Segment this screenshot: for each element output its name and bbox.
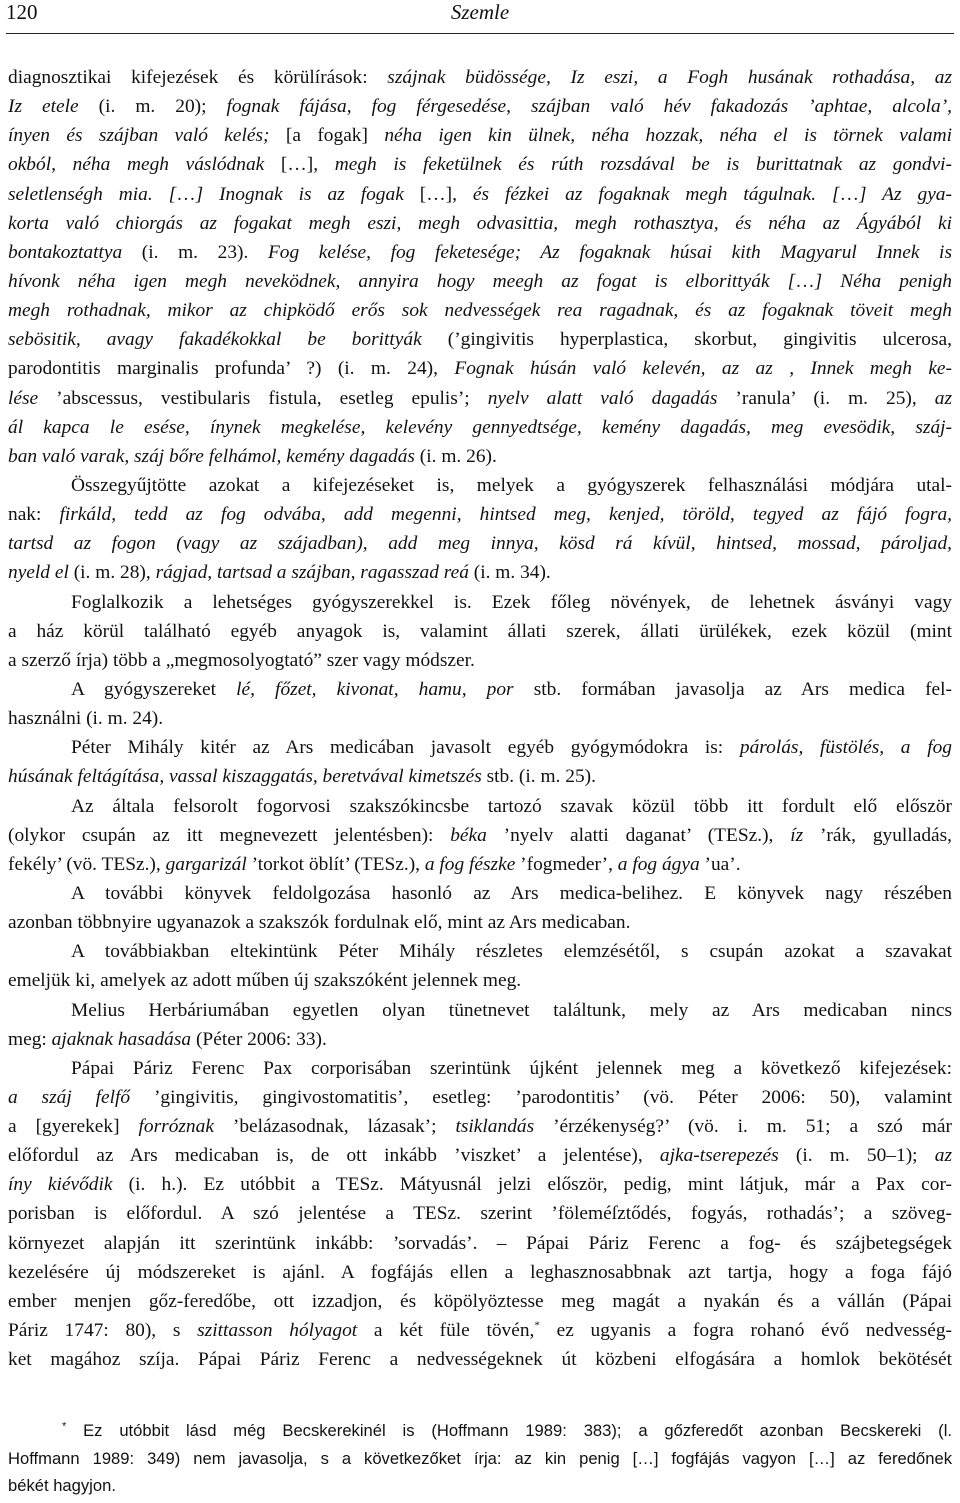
text-segment: … [839, 183, 859, 205]
text-segment: Összegyűjtötte azokat a kifejezéseket is, melyek a gyógyszerek felhasználási módjára utal- [71, 474, 952, 496]
text-segment: ’gingivitis, gingivostomatitis’, esetleg: ’parodontitis’ (vö. Péter 2006: 50), valamint [130, 1086, 952, 1108]
italic-text: ínyen és szájban való kelés; [8, 125, 286, 147]
text-segment: Péter Mihály kitér az Ars medicában javasolt egyéb gyógymódokra is: [71, 737, 740, 759]
running-title: Szemle [450, 0, 510, 24]
body-line [8, 1258, 952, 1287]
text-segment: porisban is előfordul. A szó jelentése a TESz. szerint ’föleméſztődés, fogyás, rothadás’; a szöveg- [8, 1203, 952, 1225]
italic-text: ál kapca le esése, ínynek megkelése, kelevény gennyedtsége, kemény dagadás, meg evesödik, száj- [8, 416, 952, 438]
body-line [8, 121, 952, 150]
body-line [8, 1316, 952, 1345]
text-segment: Ez utóbbit lásd még Becskerekinél is (Hoffmann 1989: 383); a gőzferedőt azonban Becskereki (l. [66, 1421, 952, 1440]
body-line [8, 937, 952, 966]
text-segment: a ház körül található egyéb anyagok is, valamint állati szerek, állati ürülékek, ezek közül (mint [8, 620, 952, 642]
body-line [8, 704, 952, 733]
italic-text: ] Néha penigh [814, 270, 953, 292]
text-segment: Páriz 1747: 80), s [8, 1320, 198, 1342]
text-segment: (olykor csupán az itt megnevezett jelentésben): [8, 824, 451, 846]
italic-text: megh rothadnak, mikor az chipködő erős sok nedvességek rea ragadnak, és az fogaknak töveit megh [8, 300, 952, 322]
italic-text: Iz etele [8, 96, 79, 118]
body-line [8, 792, 952, 821]
italic-text: okból, néha megh váslódnak [8, 154, 281, 176]
text-segment: ket magához szíja. Pápai Páriz Ferenc a nedvességeknek út közbeni elfogására a homlok bekötését [8, 1349, 952, 1371]
body-line [8, 296, 952, 325]
text-segment: ember menjen gőz-feredőbe, ott izzadjon, és köpölyöztesse meg magát a nyakán és a vállán (Pápai [8, 1290, 952, 1312]
italic-text: ban való varak, száj bőre felhámol, kemény dagadás [8, 445, 415, 467]
body-line [8, 733, 952, 762]
italic-text: béka [450, 824, 487, 846]
italic-text: párolás, füstölés, a fog [739, 737, 952, 759]
body-line [8, 529, 952, 558]
body-line [8, 1025, 952, 1054]
text-segment: […] [419, 183, 453, 205]
body-line [8, 558, 952, 587]
body-line [8, 1229, 952, 1258]
italic-text: sebösitik, avagy fakadékokkal be borittyák [8, 329, 422, 351]
text-segment: békét hagyjon. [8, 1476, 116, 1495]
text-segment: a szerző írja) több a „megmosolyogtató” szer vagy módszer. [8, 649, 475, 671]
italic-text: gargarizál [165, 853, 247, 875]
italic-text: rágjad, tartsad a szájban, ragasszad reá [155, 562, 469, 584]
text-segment: A további könyvek feldolgozása hasonló az Ars medica-belihez. E könyvek nagy részében [71, 882, 952, 904]
body-line [8, 879, 952, 908]
italic-text: ] Az gya- [858, 183, 952, 205]
body-line [8, 850, 952, 879]
italic-text: tsiklandás [455, 1116, 535, 1138]
text-segment: (i. m. 28), [68, 562, 156, 584]
italic-text: a száj felfő [8, 1086, 131, 1108]
text-segment: (i. m. 26). [414, 445, 497, 467]
text-segment: Melius Herbáriumában egyetlen olyan tünetnevet találtunk, mely az Ars medicaban nincs [71, 999, 952, 1021]
text-segment: emeljük ki, amelyek az adott műben új szakszóként jelennek meg. [8, 970, 522, 992]
body-line [8, 1112, 952, 1141]
body-line [8, 150, 952, 179]
text-segment: ’belázasodnak, lázasak’; [213, 1116, 456, 1138]
text-segment: stb. formában javasolja az Ars medica fel- [513, 678, 953, 700]
italic-text: , és fézkei az fogaknak megh tágulnak. [ [452, 183, 840, 205]
italic-text: lése [8, 387, 39, 409]
italic-text: firkáld, tedd az fog odvába, add megenni, hintsed meg, kenjed, töröld, tegyed az fájó fogra, [59, 504, 952, 526]
italic-text: bontakoztattya [8, 241, 123, 263]
body-line [8, 966, 952, 995]
footnote-line [8, 1445, 952, 1473]
body-line [8, 1170, 952, 1199]
italic-text: íny kiévődik [8, 1174, 113, 1196]
italic-text: Fog kelése, fog feketesége; Az fogaknak húsai kith Magyarul Innek is [267, 241, 952, 263]
body-line [8, 92, 952, 121]
body-line [8, 617, 952, 646]
text-segment: ’ua’. [699, 853, 741, 875]
header-rule [6, 33, 954, 34]
body-line [8, 413, 952, 442]
body-line [8, 384, 952, 413]
text-segment: ’torkot öblít’ (TESz.), [246, 853, 425, 875]
italic-text: az [934, 1145, 953, 1167]
text-segment: Foglalkozik a lehetséges gyógyszerekkel is. Ezek főleg növények, de lehetnek ásványi vagy [71, 591, 952, 613]
body-line [8, 1287, 952, 1316]
text-segment: ’abscessus, vestibularis fistula, esetleg epulis’; [38, 387, 488, 409]
text-segment: [a fogak] [285, 125, 385, 147]
body-line [8, 1054, 952, 1083]
body-line [8, 1141, 952, 1170]
text-segment: környezet alapján itt szerintünk inkább: ’sorvadás’. – Pápai Páriz Ferenc a fog- és szájbetegségek [8, 1232, 952, 1254]
italic-text: seletlenségh mia. [ [8, 183, 177, 205]
body-line [8, 180, 952, 209]
footnote-line [8, 1472, 952, 1500]
text-segment: (Péter 2006: 33). [191, 1028, 327, 1050]
italic-text: íz [790, 824, 804, 846]
text-segment: (’gingivitis hyperplastica, skorbut, gingivitis ulcerosa, [421, 329, 952, 351]
body-line [8, 1199, 952, 1228]
footnote-marker: * [534, 1319, 540, 1332]
body-line [8, 646, 952, 675]
text-segment: (i. m. 23). [122, 241, 268, 263]
text-segment: ’ranula’ (i. m. 25), [717, 387, 935, 409]
italic-text: korta való chiorgás az fogakat megh eszi, megh odvasittia, megh rothasztya, és néha az Ágyából ki [8, 212, 952, 234]
text-segment: […] [280, 154, 314, 176]
body-line [8, 588, 952, 617]
body-line [8, 1345, 952, 1374]
italic-text: nyeld el [8, 562, 69, 584]
italic-text: Fognak húsán való kelevén, az az , Innek megh ke- [454, 358, 952, 380]
italic-text: tartsd az fogon (vagy az szájadban), add meg innya, kösd rá kívül, hintsed, mossad, pároljad, [8, 533, 952, 555]
text-segment: (i. h.). Ez utóbbit a TESz. Mátyusnál jelzi először, pedig, mint látjuk, már a Pax cor- [112, 1174, 952, 1196]
text-segment: a két füle tövén, [357, 1320, 535, 1342]
italic-text: ajaknak hasadása [51, 1028, 192, 1050]
body-line [8, 471, 952, 500]
body-line [8, 325, 952, 354]
body-line [8, 63, 952, 92]
text-segment: (i. m. 50–1); [778, 1145, 935, 1167]
italic-text: fognak fájása, fog férgesedése, szájban való hév fakadozás ’aphtae, alcola’, [226, 96, 953, 118]
text-segment: azonban többnyire ugyanazok a szakszók fordulnak elő, mint az Ars medicaban. [8, 912, 631, 934]
text-segment: kezelésére új módszereket is ajánl. A fogfájás ellen a leghasznosabbnak azt tartja, hogy a foga fájó [8, 1261, 952, 1283]
italic-text: húsának feltágítása, vassal kiszaggatás, beretvával kimetszés [8, 766, 482, 788]
page-number: 120 [6, 0, 38, 24]
text-segment: Az általa felsorolt fogorvosi szakszókincsbe tartozó szavak közül több itt fordult elő először [71, 795, 952, 817]
italic-text: forróznak [138, 1116, 214, 1138]
text-segment: stb. (i. m. 25). [481, 766, 596, 788]
text-segment: Hoffmann 1989: 349) nem javasolja, s a következőket írja: az kin penig […] fogfájás vagyon […] az feredőnek [8, 1448, 952, 1468]
italic-text: , megh is feketülnek és rúth rozsdával be is burittatnak az gondvi- [313, 154, 953, 176]
text-segment: ’fogmeder’, [515, 853, 618, 875]
body-text [8, 63, 952, 1374]
footnote [8, 1417, 952, 1500]
italic-text: az [934, 387, 952, 409]
italic-text: néha igen kin ülnek, néha hozzak, néha el is törnek valami [384, 125, 952, 147]
body-line [8, 500, 952, 529]
body-line [8, 238, 952, 267]
italic-text: ajka-tserepezés [659, 1145, 779, 1167]
text-segment: … [176, 183, 196, 205]
text-segment: meg: [8, 1028, 52, 1050]
italic-text: lé, főzet, kivonat, hamu, por [236, 678, 514, 700]
italic-text: a fog ágya [617, 853, 700, 875]
body-line [8, 1083, 952, 1112]
body-line [8, 442, 952, 471]
text-segment: A továbbiakban eltekintünk Péter Mihály részletes elemzésétől, s csupán azokat a szavakat [71, 941, 952, 963]
italic-text: ] Inognak is az fogak [195, 183, 420, 205]
text-segment: Pápai Páriz Ferenc Pax corporisában szerintünk újként jelennek meg a következő kifejezések: [71, 1057, 952, 1079]
text-segment: ’érzékenység?’ (vö. i. m. 51; a szó már [534, 1116, 952, 1138]
text-segment: a [gyerekek] [8, 1116, 139, 1138]
italic-text: nyelv alatt való dagadás [487, 387, 718, 409]
body-line [8, 209, 952, 238]
text-segment: diagnosztikai kifejezések és körülírások: [8, 67, 388, 88]
body-line [8, 267, 952, 296]
text-segment: ’rák, gyulladás, [803, 824, 953, 846]
text-segment: … [795, 270, 815, 292]
italic-text: szájnak büdössége, Iz eszi, a Fogh husának rothadása, az [387, 67, 952, 88]
text-segment: ez ugyanis a fogra rohanó évő nedvesség- [539, 1320, 952, 1342]
body-line [8, 908, 952, 937]
footnote-line [8, 1417, 952, 1445]
text-segment: előfordul az Ars medicaban is, de ott inkább ’viszket’ a jelentése), [8, 1145, 660, 1167]
text-segment: (i. m. 20); [78, 96, 227, 118]
footnote-marker: * [62, 1420, 67, 1433]
text-segment: parodontitis marginalis profunda’ ?) (i. m. 24), [8, 358, 455, 380]
italic-text: hívonk néha igen megh neveködnek, annyira hogy meegh az fogat is elborittyák [ [8, 270, 796, 292]
text-segment: nak: [8, 504, 60, 526]
italic-text: a fog fészke [424, 853, 516, 875]
running-header [0, 0, 960, 36]
text-segment: (i. m. 34). [468, 562, 551, 584]
body-line [8, 762, 952, 791]
text-segment: használni (i. m. 24). [8, 708, 164, 730]
text-segment: ’nyelv alatti daganat’ (TESz.), [486, 824, 791, 846]
text-segment: fekély’ (vö. TESz.), [8, 853, 166, 875]
italic-text: szittasson hólyagot [197, 1320, 358, 1342]
body-line [8, 821, 952, 850]
body-line [8, 354, 952, 383]
text-segment: A gyógyszereket [71, 678, 237, 700]
body-line [8, 675, 952, 704]
body-line [8, 996, 952, 1025]
